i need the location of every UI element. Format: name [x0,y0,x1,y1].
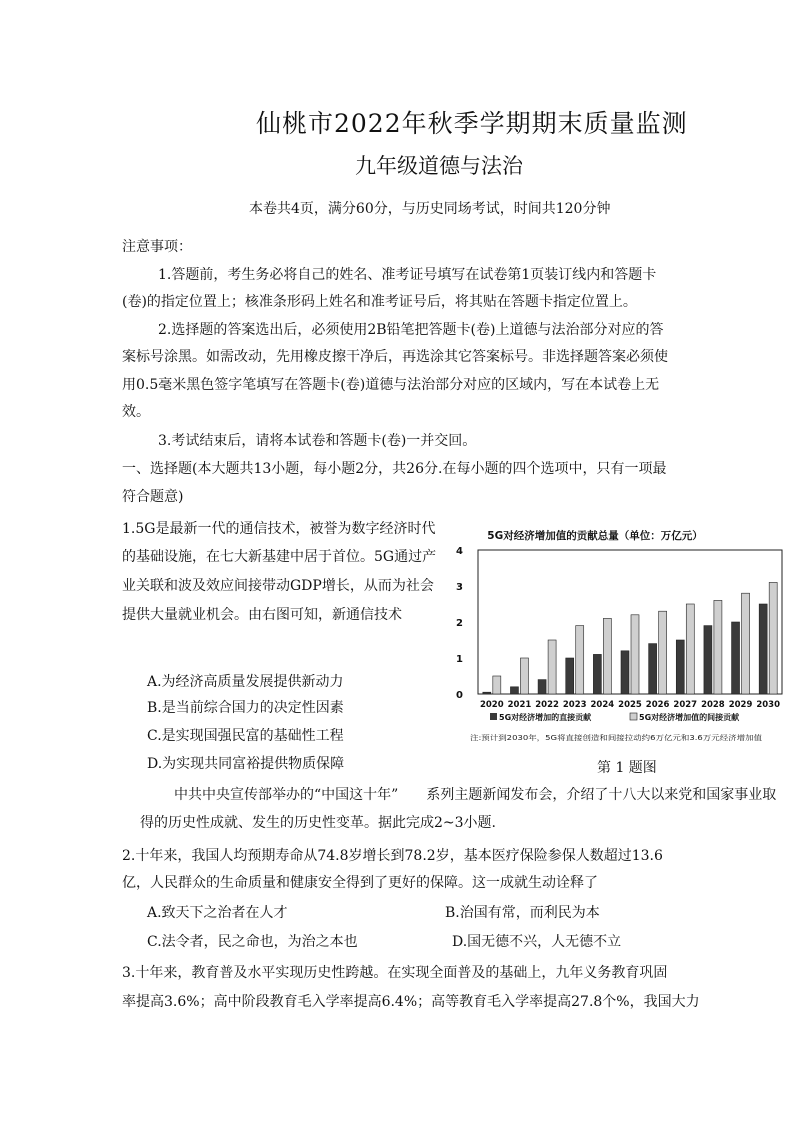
q1-line: 的基础设施，在七大新基建中居于首位。5G通过产 [122,549,437,565]
q2-option-d[interactable]: D.国无德不兴，人无德不立 [452,934,622,950]
x-tick-label: 2030 [756,700,781,710]
bar-indirect [576,626,584,694]
exam-subtitle: 九年级道德与法治 [355,154,523,178]
bar-indirect [659,611,667,694]
chart-title: 5G对经济增加值的贡献总量（单位：万亿元） [487,530,703,542]
bar-direct [621,651,629,694]
q3-line: 率提高3.6%；高中阶段教育毛入学率提高6.4%；高等教育毛入学率提高27.8个%，我国大力 [122,994,700,1010]
bar-direct [704,626,712,694]
chart-note: 注:预计到2030年，5G将直接创造和间接拉动约6万亿元和3.6万元经济增加值 [470,734,712,742]
bar-direct [649,644,657,694]
note-line: 案标号涂黑。如需改动，先用橡皮擦干净后，再选涂其它答案标号。非选择题答案必须使 [122,349,668,365]
bar-direct [593,654,601,694]
bar-indirect [742,593,750,694]
x-tick-label: 2027 [673,700,698,710]
legend-swatch-direct [490,713,497,720]
bar-indirect [714,600,722,694]
exam-title: 仙桃市2022年秋季学期期末质量监测 [256,109,688,138]
q3-line: 3.十年来，教育普及水平实现历史性跨越。在实现全面普及的基础上，九年义务教育巩固 [122,965,668,981]
y-tick-label: 3 [456,582,463,593]
x-tick-label: 2023 [562,700,587,710]
q1-line: 业关联和波及效应间接带动GDP增长，从而为社会 [122,578,434,594]
bar-direct [510,687,518,694]
bar-indirect [686,604,694,694]
note-line: 2.选择题的答案选出后，必须使用2B铅笔把答题卡(卷)上道德与法治部分对应的答 [158,322,664,338]
section-heading: 一、选择题(本大题共13小题，每小题2分，共26分.在每小题的四个选项中，只有一项最 [122,461,667,477]
bar-indirect [493,676,501,694]
intro-line: 中共中央宣传部举办的“中国这十年” 系列主题新闻发布会，介绍了十八大以来党和国家事业取 [174,787,777,803]
q1-option-a[interactable]: A.为经济高质量发展提供新动力 [147,674,344,690]
bar-direct [483,692,491,694]
intro-line: 得的历史性成就、发生的历史性变革。据此完成2~3小题. [140,815,496,831]
y-tick-label: 1 [456,654,463,665]
bar-indirect [520,658,528,694]
x-tick-label: 2020 [479,700,504,710]
note-line: 用0.5毫米黑色签字笔填写在答题卡(卷)道德与法治部分对应的区域内，写在本试卷上无 [122,377,660,393]
bar-indirect [631,615,639,694]
q2-line: 亿，人民群众的生命质量和健康安全得到了更好的保障。这一成就生动诠释了 [122,875,598,891]
figure-caption: 第 1 题图 [597,760,657,776]
x-tick-label: 2025 [618,700,642,710]
q2-option-c[interactable]: C.法令者，民之命也，为治之本也 [147,934,358,950]
x-tick-label: 2021 [507,700,532,710]
note-line: (卷)的指定位置上；核准条形码上姓名和准考证号后，将其贴在答题卡指定位置上。 [122,294,637,310]
bar-indirect [769,582,777,694]
legend-label-direct: 5G对经济增加的直接贡献 [499,713,592,722]
note-line: 1.答题前，考生务必将自己的姓名、准考证号填写在试卷第1页装订线内和答题卡 [158,267,657,283]
y-tick-label: 0 [456,690,463,701]
q1-option-c[interactable]: C.是实现国强民富的基础性工程 [147,728,344,744]
x-tick-label: 2028 [701,700,725,710]
bar-direct [538,680,546,694]
q2-option-a[interactable]: A.致天下之治者在人才 [147,905,288,921]
q2-line: 2.十年来，我国人均预期寿命从74.8岁增长到78.2岁，基本医疗保险参保人数超过13.6 [122,848,663,864]
bar-direct [732,622,740,694]
note-line: 效。 [122,404,150,420]
x-tick-label: 2029 [728,700,753,710]
legend-swatch-indirect [630,713,637,720]
bar-direct [676,640,684,694]
y-tick-label: 2 [456,618,463,629]
q1-line: 提供大量就业机会。由右图可知，新通信技术 [122,607,402,623]
exam-info: 本卷共4页，满分60分，与历史同场考试，时间共120分钟 [249,201,611,217]
x-tick-label: 2026 [645,700,670,710]
q1-line: 1.5G是最新一代的通信技术，被誉为数字经济时代 [122,521,436,537]
q2-option-b[interactable]: B.治国有常，而利民为本 [445,905,600,921]
legend-label-indirect: 5G对经济增加值的间接贡献 [639,713,740,722]
section-heading-cont: 符合题意) [122,489,184,505]
x-tick-label: 2022 [535,700,559,710]
notes-heading: 注意事项： [122,239,192,255]
q1-option-b[interactable]: B.是当前综合国力的决定性因素 [147,700,344,716]
x-tick-label: 2024 [590,700,615,710]
q1-option-d[interactable]: D.为实现共同富裕提供物质保障 [147,756,345,772]
bar-direct [566,658,574,694]
bar-direct [759,604,767,694]
note-line: 3.考试结束后，请将本试卷和答题卡(卷)一并交回。 [158,433,477,449]
y-tick-label: 4 [456,546,463,557]
bar-indirect [603,618,611,694]
bar-indirect [548,640,556,694]
